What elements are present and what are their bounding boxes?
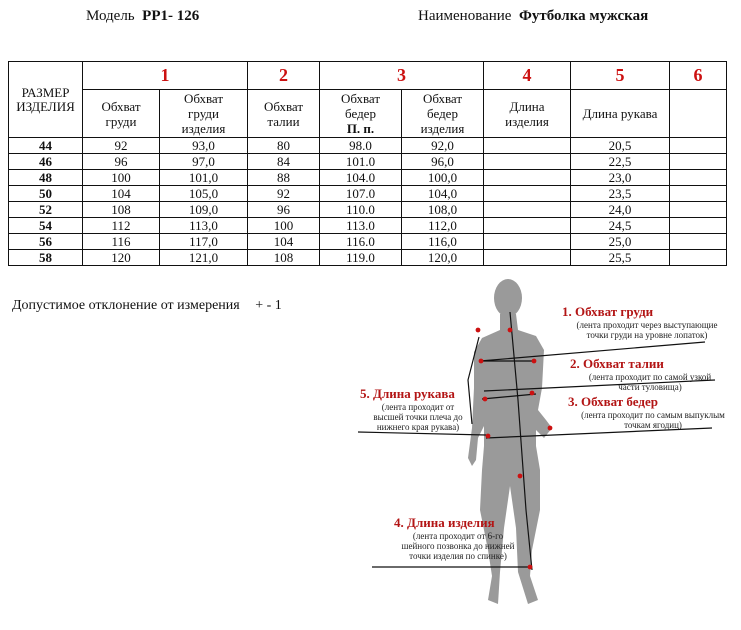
group-number-5: 5 <box>571 62 670 90</box>
cell-size: 50 <box>9 186 83 202</box>
cell-length <box>484 154 571 170</box>
cell-waist: 88 <box>248 170 320 186</box>
cell-chest-item: 121,0 <box>160 250 248 266</box>
model-header <box>86 8 199 25</box>
cell-hips-item: 96,0 <box>402 154 484 170</box>
cell-length <box>484 234 571 250</box>
cell-chest: 108 <box>83 202 160 218</box>
name-value: Футболка мужская <box>518 8 649 24</box>
subheader-waist: Обхват талии <box>248 90 320 138</box>
cell-hips: 104.0 <box>320 170 402 186</box>
cell-length <box>484 218 571 234</box>
group-number-4: 4 <box>484 62 571 90</box>
cell-hips: 113.0 <box>320 218 402 234</box>
group-number-6: 6 <box>670 62 727 90</box>
tolerance-label: Допустимое отклонение от измерения <box>12 298 240 313</box>
cell-hips-item: 104,0 <box>402 186 484 202</box>
table-row <box>9 170 727 186</box>
model-value: РР1- 126 <box>142 8 200 24</box>
cell-length <box>484 186 571 202</box>
cell-waist: 92 <box>248 186 320 202</box>
cell-chest: 100 <box>83 170 160 186</box>
tolerance-note <box>12 298 282 314</box>
cell-hips: 116.0 <box>320 234 402 250</box>
cell-extra <box>670 170 727 186</box>
cell-chest: 112 <box>83 218 160 234</box>
cell-hips: 107.0 <box>320 186 402 202</box>
table-row <box>9 186 727 202</box>
cell-size: 54 <box>9 218 83 234</box>
cell-hips-item: 108,0 <box>402 202 484 218</box>
cell-extra <box>670 186 727 202</box>
label-chest: 1. Обхват груди (лента проходит через выступающие точки груди на уровне лопаток) <box>562 304 718 340</box>
cell-sleeve: 25,5 <box>571 250 670 266</box>
cell-extra <box>670 138 727 154</box>
cell-sleeve: 23,0 <box>571 170 670 186</box>
size-table <box>8 61 727 266</box>
cell-chest-item: 113,0 <box>160 218 248 234</box>
cell-size: 48 <box>9 170 83 186</box>
cell-hips-item: 100,0 <box>402 170 484 186</box>
cell-hips: 110.0 <box>320 202 402 218</box>
measurement-figure <box>350 270 741 630</box>
cell-chest: 116 <box>83 234 160 250</box>
cell-extra <box>670 218 727 234</box>
cell-hips: 119.0 <box>320 250 402 266</box>
name-label: Наименование <box>418 8 512 24</box>
cell-extra <box>670 234 727 250</box>
group-number-1: 1 <box>83 62 248 90</box>
subheader-sleeve: Длина рукава <box>571 90 670 138</box>
cell-chest-item: 105,0 <box>160 186 248 202</box>
subheader-hips-item: Обхват бедер изделия <box>402 90 484 138</box>
cell-chest-item: 97,0 <box>160 154 248 170</box>
subheader-chest-item: Обхват груди изделия <box>160 90 248 138</box>
label-length: 4. Длина изделия (лента проходит от 6-го шейного позвонка до нижней точки изделия по спинке) <box>394 515 515 561</box>
cell-hips-item: 116,0 <box>402 234 484 250</box>
cell-waist: 84 <box>248 154 320 170</box>
cell-sleeve: 22,5 <box>571 154 670 170</box>
cell-length <box>484 250 571 266</box>
cell-chest: 92 <box>83 138 160 154</box>
subheader-hips: Обхват бедер П. п. <box>320 90 402 138</box>
cell-extra <box>670 202 727 218</box>
cell-hips: 98.0 <box>320 138 402 154</box>
cell-chest-item: 101,0 <box>160 170 248 186</box>
tolerance-value: + - 1 <box>255 298 282 313</box>
cell-sleeve: 23,5 <box>571 186 670 202</box>
cell-hips: 101.0 <box>320 154 402 170</box>
cell-chest-item: 109,0 <box>160 202 248 218</box>
cell-length <box>484 202 571 218</box>
subheader-extra <box>670 90 727 138</box>
cell-size: 52 <box>9 202 83 218</box>
table-row <box>9 202 727 218</box>
cell-sleeve: 25,0 <box>571 234 670 250</box>
table-row <box>9 250 727 266</box>
cell-length <box>484 170 571 186</box>
cell-waist: 104 <box>248 234 320 250</box>
table-row <box>9 138 727 154</box>
cell-sleeve: 24,5 <box>571 218 670 234</box>
cell-size: 44 <box>9 138 83 154</box>
cell-chest: 120 <box>83 250 160 266</box>
group-number-2: 2 <box>248 62 320 90</box>
cell-size: 58 <box>9 250 83 266</box>
table-row <box>9 218 727 234</box>
label-hips: 3. Обхват бедер (лента проходит по самым выпуклым точкам ягодиц) <box>568 394 725 430</box>
cell-hips-item: 112,0 <box>402 218 484 234</box>
table-row <box>9 234 727 250</box>
cell-hips-item: 92,0 <box>402 138 484 154</box>
subheader-length: Длина изделия <box>484 90 571 138</box>
cell-extra <box>670 154 727 170</box>
cell-chest: 104 <box>83 186 160 202</box>
cell-size: 56 <box>9 234 83 250</box>
group-number-3: 3 <box>320 62 484 90</box>
cell-waist: 96 <box>248 202 320 218</box>
model-label: Модель <box>86 8 135 24</box>
cell-chest-item: 117,0 <box>160 234 248 250</box>
label-waist: 2. Обхват талии (лента проходит по самой узкой части туловища) <box>570 356 712 392</box>
label-sleeve: 5. Длина рукава (лента проходит от высшей точки плеча до нижнего края рукава) <box>360 386 463 432</box>
cell-waist: 108 <box>248 250 320 266</box>
cell-sleeve: 20,5 <box>571 138 670 154</box>
cell-length <box>484 138 571 154</box>
cell-chest-item: 93,0 <box>160 138 248 154</box>
cell-waist: 100 <box>248 218 320 234</box>
cell-sleeve: 24,0 <box>571 202 670 218</box>
size-column-header: РАЗМЕР ИЗДЕЛИЯ <box>9 62 83 138</box>
product-name-header <box>418 8 648 25</box>
cell-size: 46 <box>9 154 83 170</box>
cell-chest: 96 <box>83 154 160 170</box>
cell-waist: 80 <box>248 138 320 154</box>
table-row <box>9 154 727 170</box>
cell-extra <box>670 250 727 266</box>
cell-hips-item: 120,0 <box>402 250 484 266</box>
subheader-chest: Обхват груди <box>83 90 160 138</box>
